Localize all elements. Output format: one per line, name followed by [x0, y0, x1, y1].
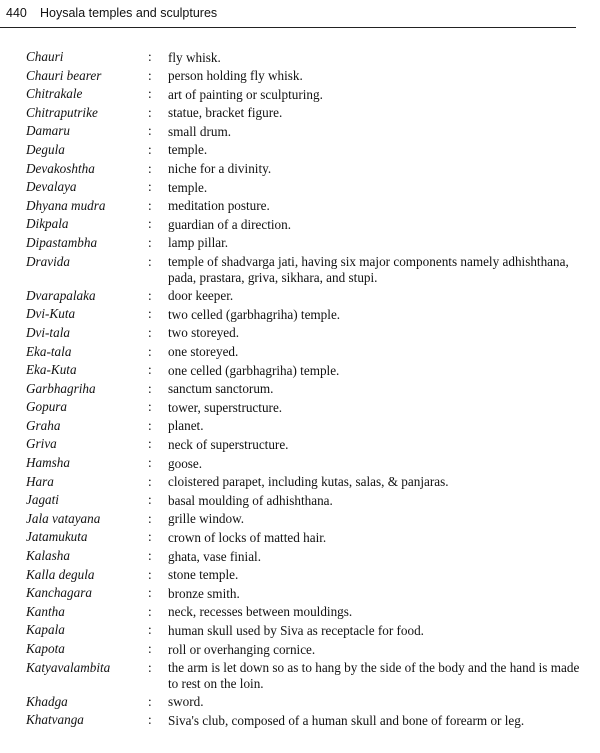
glossary-definition: human skull used by Siva as receptacle for food.: [168, 622, 424, 638]
term-separator: :: [148, 49, 152, 64]
glossary-entry: [26, 178, 582, 197]
term-separator: :: [148, 67, 152, 83]
glossary-definition: tower, superstructure.: [168, 399, 283, 415]
glossary-term: Degula: [26, 141, 65, 157]
glossary-term: Khatvanga: [26, 712, 84, 728]
term-separator: :: [148, 603, 152, 619]
glossary-definition: temple.: [168, 142, 208, 158]
term-separator: :: [148, 380, 152, 396]
glossary-term: Chauri: [26, 49, 64, 64]
glossary-term: Kapota: [26, 641, 65, 656]
glossary-definition: neck of superstructure.: [168, 436, 289, 452]
glossary-term: Eka-Kuta: [26, 362, 77, 378]
glossary-definition: temple.: [168, 179, 208, 195]
glossary-entry: [26, 48, 582, 67]
glossary-entry: [26, 435, 582, 454]
glossary-term: Kantha: [26, 603, 65, 619]
glossary-entry: [26, 287, 582, 306]
term-separator: :: [148, 362, 152, 378]
glossary-entry: [26, 584, 582, 603]
glossary-definition: cloistered parapet, including kutas, salas, & panjaras.: [168, 474, 449, 490]
glossary-definition: planet.: [168, 418, 204, 434]
glossary-entry: [26, 491, 582, 510]
glossary-term: Kapala: [26, 622, 65, 638]
glossary-entry: [26, 67, 582, 86]
term-separator: :: [148, 179, 152, 195]
glossary-term: Gopura: [26, 399, 68, 415]
glossary-entry: [26, 454, 582, 473]
glossary-term: Kalla degula: [26, 566, 95, 582]
term-separator: :: [148, 287, 152, 303]
glossary-term: Chitraputrike: [26, 104, 98, 120]
glossary-definition: roll or overhanging cornice.: [168, 641, 316, 657]
running-title: Hoysala temples and sculptures: [40, 6, 218, 20]
glossary-entry: [26, 417, 582, 436]
term-separator: :: [148, 324, 152, 340]
glossary-entry: [26, 693, 582, 712]
term-separator: :: [148, 548, 152, 564]
glossary-definition: crown of locks of matted hair.: [168, 529, 327, 545]
glossary-entry: [26, 343, 582, 362]
term-separator: :: [148, 659, 152, 675]
glossary-definition: small drum.: [168, 123, 232, 139]
term-separator: :: [148, 86, 152, 102]
glossary-entry: [26, 253, 582, 287]
glossary-term: Jatamukuta: [26, 529, 88, 545]
page-header: [6, 6, 576, 20]
glossary-entry: [26, 659, 582, 693]
glossary-term: Dipastambha: [26, 234, 98, 250]
glossary-entry: [26, 160, 582, 179]
glossary-definition: sanctum sanctorum.: [168, 381, 274, 397]
glossary-entry: [26, 85, 582, 104]
term-separator: :: [148, 399, 152, 415]
glossary-entry: [26, 640, 582, 659]
glossary-definition: temple of shadvarga jati, having six major components namely adhishthana, pada, prastara, griva, sikhara, and stupi.: [168, 254, 569, 285]
glossary-entry: [26, 380, 582, 399]
glossary-term: Dravida: [26, 253, 70, 269]
term-separator: :: [148, 510, 152, 526]
glossary-definition: statue, bracket figure.: [168, 105, 283, 121]
glossary-definition: one storeyed.: [168, 344, 239, 359]
glossary-entry: [26, 473, 582, 492]
glossary-entry: [26, 104, 582, 123]
glossary-definition: art of painting or sculpturing.: [168, 86, 323, 102]
glossary-entry: [26, 711, 582, 730]
glossary-entry: [26, 197, 582, 216]
glossary-definition: two celled (garbhagriha) temple.: [168, 306, 341, 322]
glossary-term: Dvarapalaka: [26, 287, 96, 303]
glossary-definition: Siva's club, composed of a human skull and bone of forearm or leg.: [168, 712, 525, 728]
glossary-definition: goose.: [168, 455, 203, 471]
glossary-entry: [26, 122, 582, 141]
glossary-list: [26, 48, 582, 730]
glossary-term: Chauri bearer: [26, 67, 102, 83]
glossary-entry: [26, 398, 582, 417]
term-separator: :: [148, 104, 152, 120]
term-separator: :: [148, 566, 152, 582]
term-separator: :: [148, 306, 152, 322]
glossary-definition: fly whisk.: [168, 49, 221, 65]
glossary-term: Hara: [26, 473, 54, 489]
term-separator: :: [148, 455, 152, 471]
glossary-entry: [26, 566, 582, 585]
glossary-definition: sword.: [168, 694, 204, 710]
glossary-term: Hamsha: [26, 455, 70, 471]
term-separator: :: [148, 160, 152, 176]
glossary-definition: door keeper.: [168, 288, 234, 304]
glossary-term: Griva: [26, 436, 57, 452]
glossary-entry: [26, 510, 582, 529]
glossary-term: Damaru: [26, 123, 70, 139]
term-separator: :: [148, 585, 152, 601]
glossary-definition: one celled (garbhagriha) temple.: [168, 362, 340, 378]
term-separator: :: [148, 492, 152, 508]
glossary-term: Chitrakale: [26, 86, 83, 102]
glossary-entry: [26, 603, 582, 622]
term-separator: :: [148, 343, 152, 359]
term-separator: :: [148, 529, 152, 545]
glossary-definition: basal moulding of adhishthana.: [168, 492, 333, 508]
term-separator: :: [148, 622, 152, 638]
glossary-term: Devakoshtha: [26, 160, 95, 176]
glossary-definition: two storeyed.: [168, 325, 240, 341]
term-separator: :: [148, 436, 152, 452]
glossary-term: Khadga: [26, 693, 68, 709]
term-separator: :: [148, 216, 152, 232]
glossary-entry: [26, 234, 582, 253]
glossary-term: Graha: [26, 417, 61, 433]
glossary-term: Katyavalambita: [26, 659, 111, 675]
glossary-definition: ghata, vase finial.: [168, 548, 262, 564]
term-separator: :: [148, 693, 152, 709]
glossary-term: Jala vatayana: [26, 510, 101, 526]
glossary-entry: [26, 324, 582, 343]
glossary-entry: [26, 547, 582, 566]
glossary-definition: guardian of a direction.: [168, 216, 292, 232]
glossary-term: Garbhagriha: [26, 380, 96, 396]
page-number: 440: [6, 6, 27, 20]
glossary-term: Eka-tala: [26, 343, 72, 359]
glossary-term: Dikpala: [26, 216, 69, 232]
glossary-term: Jagati: [26, 492, 59, 508]
glossary-entry: [26, 361, 582, 380]
glossary-term: Kalasha: [26, 548, 70, 564]
glossary-definition: stone temple.: [168, 567, 239, 583]
term-separator: :: [148, 197, 152, 213]
glossary-definition: bronze smith.: [168, 585, 240, 601]
glossary-definition: niche for a divinity.: [168, 161, 272, 177]
glossary-entry: [26, 141, 582, 160]
glossary-term: Dvi-tala: [26, 324, 70, 340]
term-separator: :: [148, 141, 152, 157]
term-separator: :: [148, 473, 152, 489]
glossary-entry: [26, 215, 582, 234]
term-separator: :: [148, 123, 152, 139]
term-separator: :: [148, 712, 152, 728]
glossary-definition: the arm is let down so as to hang by the side of the body and the hand is made to rest on the loin.: [168, 660, 580, 691]
glossary-definition: person holding fly whisk.: [168, 68, 303, 84]
header-rule: [0, 27, 576, 28]
glossary-definition: lamp pillar.: [168, 235, 229, 251]
glossary-entry: [26, 528, 582, 547]
glossary-entry: [26, 305, 582, 324]
term-separator: :: [148, 234, 152, 250]
term-separator: :: [148, 253, 152, 269]
glossary-term: Dhyana mudra: [26, 197, 106, 213]
glossary-term: Dvi-Kuta: [26, 306, 76, 322]
glossary-term: Kanchagara: [26, 585, 92, 601]
glossary-definition: grille window.: [168, 511, 245, 527]
term-separator: :: [148, 641, 152, 656]
glossary-term: Devalaya: [26, 179, 77, 195]
glossary-entry: [26, 621, 582, 640]
glossary-definition: neck, recesses between mouldings.: [168, 604, 353, 620]
term-separator: :: [148, 417, 152, 433]
glossary-definition: meditation posture.: [168, 198, 270, 214]
